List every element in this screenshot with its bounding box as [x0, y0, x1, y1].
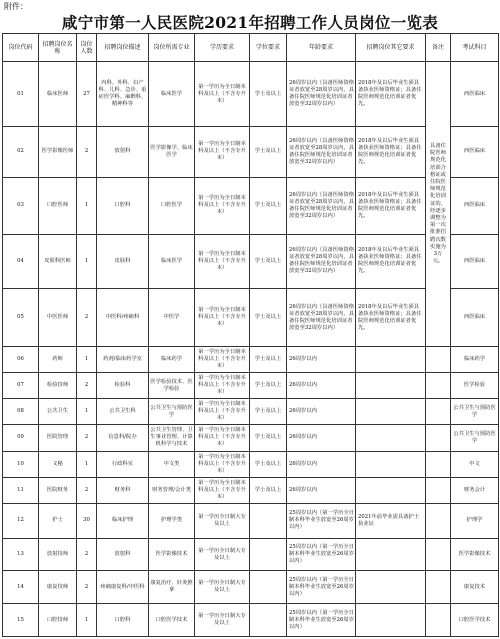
table-row [3, 425, 499, 451]
table-row [3, 62, 499, 126]
education-cell: 第一学历为全日制本科及以上（不含专升本） [195, 399, 250, 425]
exam-subject-cell: 西医临床 [451, 62, 499, 126]
table-row [3, 177, 499, 234]
exam-subject-cell: 医学影像技术 [451, 538, 499, 571]
major-cell: 护理学类 [149, 503, 195, 538]
education-cell: 第一学历为全日制本科及以上（不含专升本） [195, 451, 250, 477]
degree-cell: 学士及以上 [250, 126, 287, 177]
degree-cell [250, 538, 287, 571]
education-cell: 第一学历全日制大专及以上 [195, 503, 250, 538]
position-name-cell: 公共卫生 [39, 399, 77, 425]
remark-cell [426, 451, 451, 477]
exam-subject-cell: 康复技术 [451, 571, 499, 604]
position-name-cell: 医院管理 [39, 425, 77, 451]
remark-cell [426, 477, 451, 503]
headcount-cell: 1 [77, 177, 97, 234]
position-code-cell: 15 [3, 604, 39, 637]
age-requirement-cell: 26周岁以内（具备医师资格证者放宽至28周岁以内，具备住院医师规范化培训证者放宽至32周岁以内） [287, 126, 356, 177]
major-cell: 口腔医学 [149, 177, 195, 234]
other-requirement-cell: 2018年及以后毕业生须具备执业医师资格证；具备住院医师规范化培训证者优先。 [356, 126, 426, 177]
position-name-cell: 口腔医师 [39, 177, 77, 234]
degree-cell: 学士及以上 [250, 451, 287, 477]
major-cell: 口腔医学技术 [149, 604, 195, 637]
age-requirement-cell: 25周岁以内（第一学历全日制本科毕业生放宽至26周岁以内） [287, 571, 356, 604]
column-header: 岗位所需专业 [149, 34, 195, 62]
positions-table [2, 33, 499, 637]
degree-cell: 学士及以上 [250, 425, 287, 451]
position-description-cell: 口腔科 [97, 177, 149, 234]
remark-cell [426, 604, 451, 637]
position-code-cell: 13 [3, 538, 39, 571]
position-name-cell: 皮肤科医师 [39, 234, 77, 289]
age-requirement-cell: 26周岁以内 [287, 346, 356, 372]
exam-subject-cell: 西医临床 [451, 126, 499, 177]
position-description-cell: 放射科 [97, 126, 149, 177]
column-header: 学位要求 [250, 34, 287, 62]
column-header: 招聘岗位其它要求 [356, 34, 426, 62]
age-requirement-cell: 26周岁以内（具备医师资格证者放宽至28周岁以内，具备住院医师规范化培训证者放宽至32周岁以内） [287, 62, 356, 126]
other-requirement-cell: 2021年前毕业需具备护士执业证 [356, 503, 426, 538]
headcount-cell: 2 [77, 425, 97, 451]
exam-subject-cell: 医学检验 [451, 373, 499, 399]
position-description-cell: 公共卫生科 [97, 399, 149, 425]
position-code-cell: 11 [3, 477, 39, 503]
other-requirement-cell: 2018年及以后毕业生须具备执业医师资格证；具备住院医师规范化培训证者优先。 [356, 234, 426, 289]
other-requirement-cell [356, 425, 426, 451]
remark-cell [426, 538, 451, 571]
position-code-cell: 06 [3, 346, 39, 372]
other-requirement-cell [356, 399, 426, 425]
major-cell: 临床医学 [149, 234, 195, 289]
attachment-label: 附件： [4, 2, 28, 11]
position-description-cell: 中医科/疼痛科 [97, 289, 149, 347]
position-name-cell: 口腔技师 [39, 604, 77, 637]
other-requirement-cell [356, 346, 426, 372]
education-cell: 第一学历为全日制本科及以上（不含专升本） [195, 477, 250, 503]
education-cell: 第一学历为全日制本科及以上（不含专升本） [195, 373, 250, 399]
education-cell: 第一学历全日制大专及以上 [195, 538, 250, 571]
table-row [3, 373, 499, 399]
position-code-cell: 04 [3, 234, 39, 289]
degree-cell [250, 604, 287, 637]
position-code-cell: 01 [3, 62, 39, 126]
position-name-cell: 康复技师 [39, 571, 77, 604]
position-name-cell: 护士 [39, 503, 77, 538]
table-row [3, 346, 499, 372]
document-title: 咸宁市第一人民医院2021年招聘工作人员岗位一览表 [61, 13, 439, 32]
exam-subject-cell: 口腔医学技术 [451, 604, 499, 637]
major-cell: 公共卫生与预防医学 [149, 399, 195, 425]
table-row [3, 604, 499, 637]
headcount-cell: 2 [77, 126, 97, 177]
remark-cell [426, 425, 451, 451]
degree-cell: 学士及以上 [250, 399, 287, 425]
major-cell: 财务管理/会计类 [149, 477, 195, 503]
table-row [3, 538, 499, 571]
position-description-cell: 药剂/临床药学室 [97, 346, 149, 372]
position-name-cell: 放射技师 [39, 538, 77, 571]
position-name-cell: 药师 [39, 346, 77, 372]
degree-cell: 学士及以上 [250, 234, 287, 289]
remark-cell [426, 503, 451, 538]
table-row [3, 234, 499, 289]
position-description-cell: 检验科 [97, 373, 149, 399]
column-header: 年龄要求 [287, 34, 356, 62]
position-name-cell: 文秘 [39, 451, 77, 477]
education-cell: 第一学历全日制大专及以上 [195, 604, 250, 637]
headcount-cell: 27 [77, 62, 97, 126]
position-name-cell: 医学影像医师 [39, 126, 77, 177]
headcount-cell: 1 [77, 346, 97, 372]
column-header: 招聘岗位名称 [39, 34, 77, 62]
major-cell: 医学检验技术、医学检验 [149, 373, 195, 399]
column-header: 考试科目 [451, 34, 499, 62]
position-description-cell: 口腔科 [97, 604, 149, 637]
table-row [3, 503, 499, 538]
other-requirement-cell [356, 538, 426, 571]
other-requirement-cell [356, 373, 426, 399]
major-cell: 临床医学 [149, 62, 195, 126]
headcount-cell: 2 [77, 477, 97, 503]
position-name-cell: 检验技师 [39, 373, 77, 399]
degree-cell: 学士及以上 [250, 373, 287, 399]
remark-cell: 具备住院医师规范化培训合格证或住院医师规范化培训证的，经逐步调整为第一次批准招聘次数实施为3万元。 [426, 62, 451, 347]
education-cell: 第一学历为全日制本科及以上（不含专升本） [195, 126, 250, 177]
exam-subject-cell: 西医临床 [451, 234, 499, 289]
remark-cell [426, 571, 451, 604]
degree-cell [250, 503, 287, 538]
column-header: 岗位代码 [3, 34, 39, 62]
other-requirement-cell [356, 477, 426, 503]
position-code-cell: 02 [3, 126, 39, 177]
major-cell: 中医学 [149, 289, 195, 347]
major-cell: 临床药学 [149, 346, 195, 372]
education-cell: 第一学历全日制大专及以上 [195, 571, 250, 604]
exam-subject-cell: 中文 [451, 451, 499, 477]
exam-subject-cell: 护理学 [451, 503, 499, 538]
exam-subject-cell: 西医临床 [451, 289, 499, 347]
exam-subject-cell: 公共卫生与预防医学 [451, 399, 499, 425]
major-cell: 公共卫生管理、卫生事业管理、计算机科学与技术 [149, 425, 195, 451]
exam-subject-cell: 公共卫生与预防医学 [451, 425, 499, 451]
position-code-cell: 10 [3, 451, 39, 477]
position-description-cell: 皮肤科 [97, 234, 149, 289]
age-requirement-cell: 26周岁以内 [287, 451, 356, 477]
position-code-cell: 08 [3, 399, 39, 425]
age-requirement-cell: 26周岁以内（具备医师资格证者放宽至28周岁以内，具备住院医师规范化培训证者放宽至32周岁以内） [287, 234, 356, 289]
headcount-cell: 1 [77, 604, 97, 637]
position-code-cell: 12 [3, 503, 39, 538]
remark-cell [426, 399, 451, 425]
table-header-row [3, 34, 499, 62]
education-cell: 第一学历为全日制本科及以上（不含专升本） [195, 234, 250, 289]
position-code-cell: 03 [3, 177, 39, 234]
degree-cell: 学士及以上 [250, 62, 287, 126]
table-row [3, 289, 499, 347]
position-description-cell: 信息科/院办 [97, 425, 149, 451]
position-description-cell: 行政科室 [97, 451, 149, 477]
degree-cell [250, 571, 287, 604]
position-description-cell: 放射科 [97, 538, 149, 571]
education-cell: 第一学历为全日制本科及以上（不含专升本） [195, 425, 250, 451]
major-cell: 医学影像技术 [149, 538, 195, 571]
column-header: 招聘岗位描述 [97, 34, 149, 62]
degree-cell: 学士及以上 [250, 289, 287, 347]
table-row [3, 126, 499, 177]
age-requirement-cell: 26周岁以内（具备医师资格证者放宽至28周岁以内，具备住院医师规范化培训证者放宽至32周岁以内） [287, 289, 356, 347]
exam-subject-cell: 临床药学 [451, 346, 499, 372]
headcount-cell: 1 [77, 399, 97, 425]
position-description-cell: 临床护理 [97, 503, 149, 538]
headcount-cell: 2 [77, 289, 97, 347]
table-row [3, 451, 499, 477]
degree-cell: 学士及以上 [250, 477, 287, 503]
table-row [3, 477, 499, 503]
education-cell: 第一学历为全日制本科及以上（不含专升本） [195, 62, 250, 126]
age-requirement-cell: 26周岁以内 [287, 399, 356, 425]
education-cell: 第一学历为全日制本科及以上（不含专升本） [195, 289, 250, 347]
age-requirement-cell: 26周岁以内 [287, 373, 356, 399]
column-header: 岗位人数 [77, 34, 97, 62]
headcount-cell: 2 [77, 373, 97, 399]
position-name-cell: 临床医师 [39, 62, 77, 126]
other-requirement-cell [356, 571, 426, 604]
position-code-cell: 07 [3, 373, 39, 399]
age-requirement-cell: 26周岁以内 [287, 425, 356, 451]
age-requirement-cell: 26周岁以内 [287, 477, 356, 503]
degree-cell: 学士及以上 [250, 346, 287, 372]
remark-cell [426, 373, 451, 399]
position-name-cell: 医院财务 [39, 477, 77, 503]
degree-cell: 学士及以上 [250, 177, 287, 234]
exam-subject-cell: 西医临床 [451, 177, 499, 234]
headcount-cell: 2 [77, 571, 97, 604]
position-code-cell: 09 [3, 425, 39, 451]
column-header: 备注 [426, 34, 451, 62]
position-code-cell: 05 [3, 289, 39, 347]
remark-cell [426, 346, 451, 372]
exam-subject-cell: 财务会计 [451, 477, 499, 503]
position-name-cell: 中医医师 [39, 289, 77, 347]
headcount-cell: 30 [77, 503, 97, 538]
table-row [3, 399, 499, 425]
age-requirement-cell: 25周岁以内（第一学历全日制本科毕业生放宽至26周岁以内） [287, 604, 356, 637]
other-requirement-cell [356, 604, 426, 637]
age-requirement-cell: 25周岁以内（第一学历全日制本科毕业生放宽至26周岁以内） [287, 538, 356, 571]
major-cell: 中文类 [149, 451, 195, 477]
other-requirement-cell: 2018年及以后毕业生须具备执业医师资格证；具备住院医师规范化培训证者优先。 [356, 62, 426, 126]
other-requirement-cell: 2018年及以后毕业生须具备执业医师资格证；具备住院医师规范化培训证者优先。 [356, 177, 426, 234]
education-cell: 第一学历为全日制本科及以上（不含专升本） [195, 346, 250, 372]
table-row [3, 571, 499, 604]
headcount-cell: 1 [77, 234, 97, 289]
age-requirement-cell: 25周岁以内（第一学历全日制本科毕业生放宽至26周岁以内） [287, 503, 356, 538]
age-requirement-cell: 26周岁以内（具备医师资格证者放宽至28周岁以内，具备住院医师规范化培训证者放宽至32周岁以内） [287, 177, 356, 234]
position-description-cell: 内科、外科、妇产科、儿科、急诊、重症医学科、麻醉科、精神科等 [97, 62, 149, 126]
major-cell: 医学影像学、临床医学 [149, 126, 195, 177]
other-requirement-cell: 2018年及以后毕业生须具备执业医师资格证；具备住院医师规范化培训证者优先。 [356, 289, 426, 347]
position-code-cell: 14 [3, 571, 39, 604]
headcount-cell: 1 [77, 451, 97, 477]
education-cell: 第一学历为全日制本科及以上（不含专升本） [195, 177, 250, 234]
other-requirement-cell [356, 451, 426, 477]
position-description-cell: 财务科 [97, 477, 149, 503]
column-header: 学历要求 [195, 34, 250, 62]
major-cell: 康复治疗、针灸推拿 [149, 571, 195, 604]
position-description-cell: 疼痛康复科/中医科 [97, 571, 149, 604]
headcount-cell: 2 [77, 538, 97, 571]
